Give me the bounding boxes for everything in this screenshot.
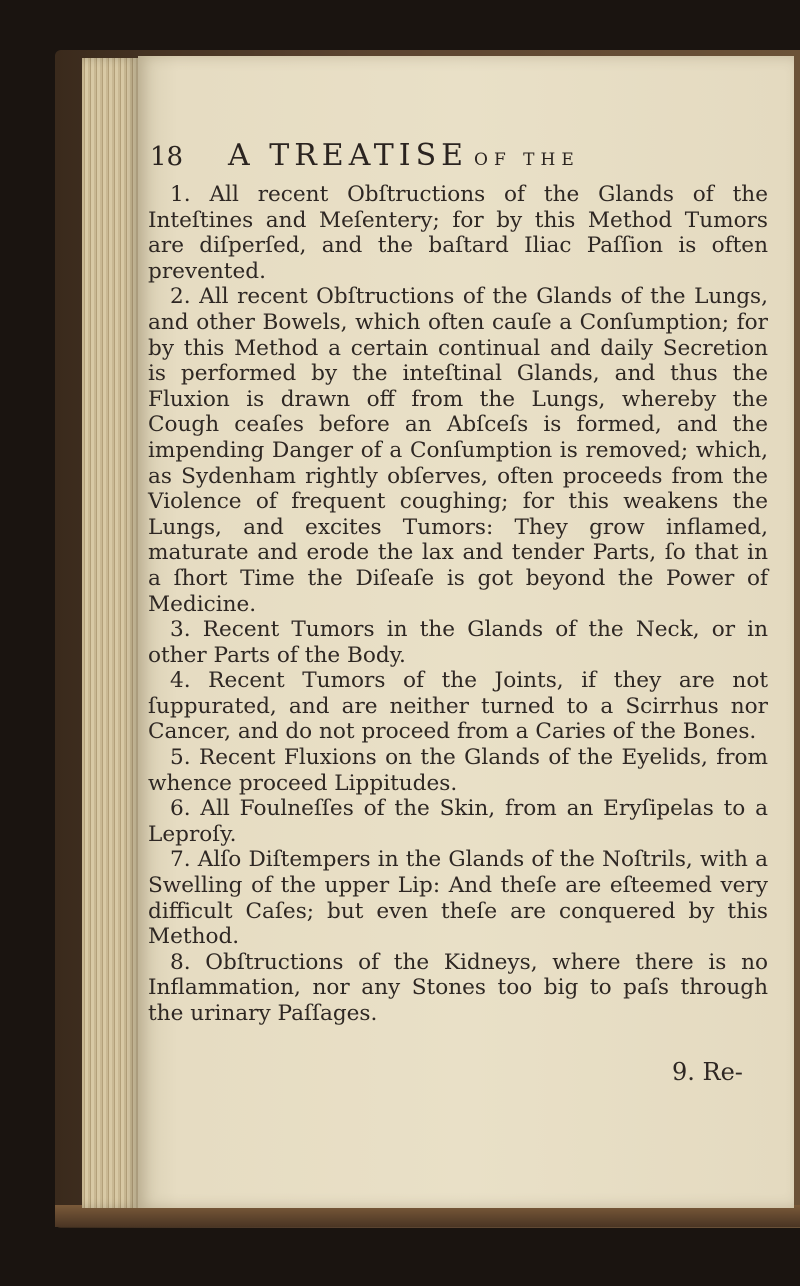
running-title — [228, 138, 580, 173]
paragraph-8: 8. Obſtructions of the Kidneys, where there is no Inflammation, nor any Stones too big to paſs through the urinary Paſſages. — [148, 949, 768, 1026]
page-gutter — [82, 58, 140, 1208]
paragraph-7: 7. Alſo Diſtempers in the Glands of the Noſtrils, with a Swelling of the upper Lip: And theſe are eſteemed very difficult Caſes; but even theſe are conquered by this Method. — [148, 847, 768, 950]
cover-bottom-edge — [55, 1205, 800, 1227]
catchword: 9. Re- — [672, 1058, 743, 1086]
paragraph-5: 5. Recent Fluxions on the Glands of the Eyelids, from whence proceed Lippitudes. — [148, 745, 768, 796]
paragraph-1: 1. All recent Obſtructions of the Glands of the Inteſtines and Meſentery; for by this Method Tumors are diſperſed, and the baſtard Iliac Paſſion is often prevented. — [148, 182, 768, 284]
running-header — [150, 138, 770, 178]
page-body — [148, 182, 768, 1027]
paragraph-2: 2. All recent Obſtructions of the Glands of the Lungs, and other Bowels, which often cauſe a Conſumption; for by this Method a certain continual and daily Secretion is performed by the inteſtinal Glands, and thus the Fluxion is drawn off from the Lungs, whereby the Cough ceaſes before an Abſceſs is formed, and the impending Danger of a Conſumption is removed; which, as Sydenham rightly obſerves, often proceeds from the Violence of frequent coughing; for this weakens the Lungs, and excites Tumors: They grow inflamed, maturate and erode the lax and tender Parts, ſo that in a ſhort Time the Diſeaſe is got beyond the Power of Medicine. — [148, 284, 768, 617]
paragraph-4: 4. Recent Tumors of the Joints, if they are not ſuppurated, and are neither turned to a Scirrhus nor Cancer, and do not proceed from a Caries of the Bones. — [148, 668, 768, 745]
running-title-main: A TREATISE — [228, 138, 469, 173]
page-number: 18 — [150, 142, 184, 172]
running-title-small: OF THE — [474, 150, 580, 170]
paragraph-6: 6. All Foulneſſes of the Skin, from an Eryſipelas to a Leproſy. — [148, 796, 768, 847]
paragraph-3: 3. Recent Tumors in the Glands of the Neck, or in other Parts of the Body. — [148, 617, 768, 668]
